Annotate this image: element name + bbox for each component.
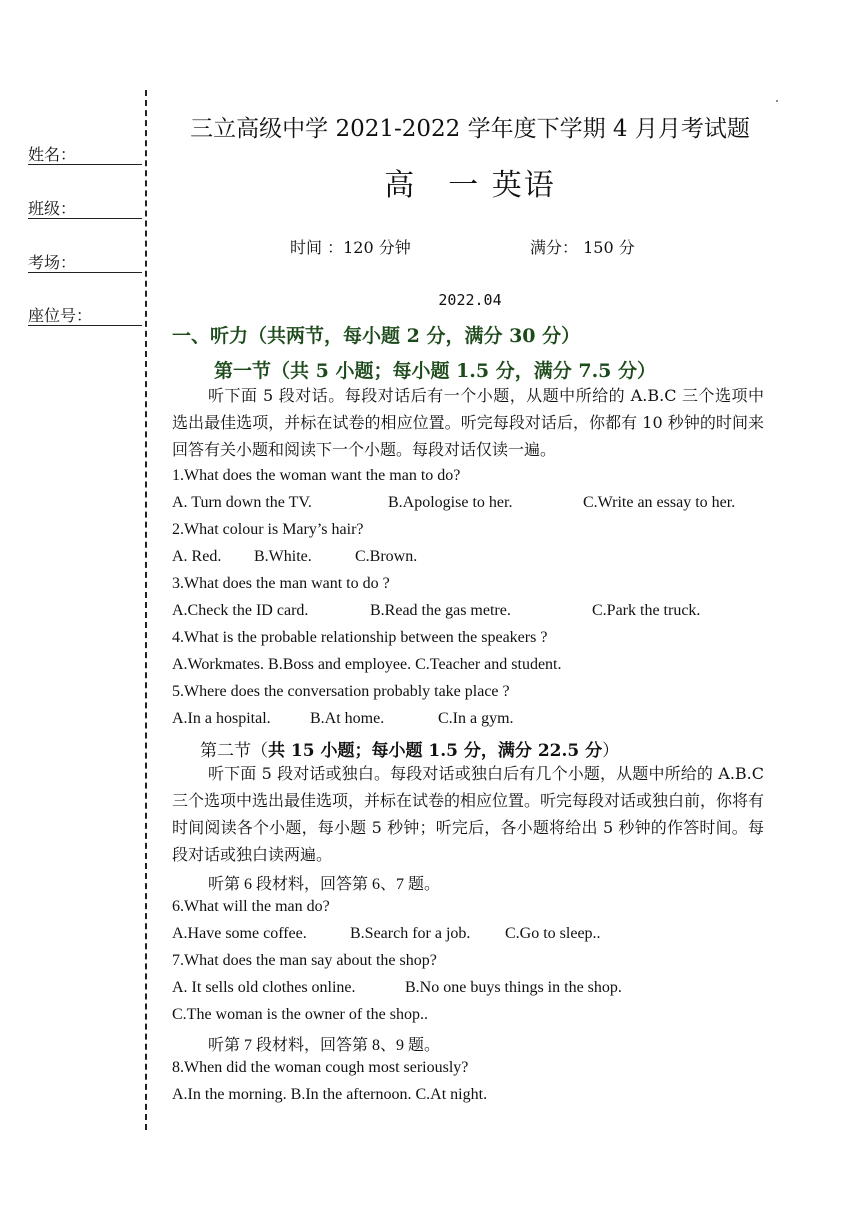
exam-time: 时间 ：120 分钟 — [290, 238, 411, 257]
q1-option-c[interactable]: C.Write an essay to her. — [583, 494, 736, 511]
material7-prompt: 听第 7 段材料，回答第 8、9 题。 — [208, 1037, 441, 1054]
part1-instructions: 听下面 5 段对话。每段对话后有一个小题，从题中所给的 A.B.C 三个选项中选出最佳选项，并标在试卷的相应位置。听完每段对话后，你都有 10 秒钟的时间来回答有关小题和阅读下一个小题。每段对话仅读一遍。 — [172, 386, 764, 459]
q3-stem: 3.What does the man want to do ? — [172, 575, 390, 592]
q5-option-a[interactable]: A.In a hospital. — [172, 710, 271, 727]
part2-heading — [200, 736, 619, 761]
scan-speck — [776, 100, 778, 102]
q4-options[interactable]: A.Workmates. B.Boss and employee. C.Teacher and student. — [172, 656, 562, 673]
seat-field[interactable] — [28, 303, 92, 326]
q1-option-b[interactable]: B.Apologise to her. — [388, 494, 513, 511]
room-underline — [28, 272, 142, 273]
q2-option-a[interactable]: A. Red. — [172, 548, 222, 565]
seat-label: 座位号： — [28, 306, 93, 325]
exam-subject: 高 一 英语 — [384, 168, 556, 203]
q6-option-b[interactable]: B.Search for a job. — [350, 925, 471, 942]
part1-heading: 第一节（共 5 小题；每小题 1.5 分，满分 7.5 分） — [214, 360, 657, 382]
q7-option-a[interactable]: A. It sells old clothes online. — [172, 979, 356, 996]
q5-option-c[interactable]: C.In a gym. — [438, 710, 514, 727]
room-field[interactable] — [28, 250, 76, 273]
part2-heading-prefix: 第二节（ — [200, 741, 268, 761]
q7-option-c[interactable]: C.The woman is the owner of the shop.. — [172, 1006, 428, 1023]
name-field[interactable] — [28, 142, 76, 165]
exam-date: 2022.04 — [438, 291, 502, 309]
q3-option-c[interactable]: C.Park the truck. — [592, 602, 701, 619]
q7-stem: 7.What does the man say about the shop? — [172, 952, 437, 969]
material6-prompt: 听第 6 段材料，回答第 6、7 题。 — [208, 876, 441, 893]
class-field[interactable] — [28, 196, 76, 219]
binding-dashed-line — [145, 90, 147, 1130]
q4-stem: 4.What is the probable relationship between the speakers ? — [172, 629, 548, 646]
q2-option-b[interactable]: B.White. — [254, 548, 312, 565]
q2-option-c[interactable]: C.Brown. — [355, 548, 418, 565]
q8-options[interactable]: A.In the morning. B.In the afternoon. C.At night. — [172, 1086, 488, 1103]
part2-instructions: 听下面 5 段对话或独白。每段对话或独白后有几个小题，从题中所给的 A.B.C 三个选项中选出最佳选项，并标在试卷的相应位置。听完每段对话或独白前，你将有时间阅读各个小题，每小题 5 秒钟；听完后，各小题将给出 5 秒钟的作答时间。每段对话或独白读两遍。 — [172, 764, 765, 864]
q1-option-a[interactable]: A. Turn down the TV. — [172, 494, 312, 511]
q5-stem: 5.Where does the conversation probably take place ? — [172, 683, 510, 700]
exam-full-score: 满分： 150 分 — [530, 238, 635, 257]
q6-option-a[interactable]: A.Have some coffee. — [172, 925, 307, 942]
exam-title: 三立高级中学 2021-2022 学年度下学期 4 月月考试题 — [190, 116, 750, 142]
q3-option-b[interactable]: B.Read the gas metre. — [370, 602, 511, 619]
room-label: 考场： — [28, 253, 77, 272]
q6-stem: 6.What will the man do? — [172, 898, 330, 915]
section1-heading: 一、听力（共两节，每小题 2 分，满分 30 分） — [172, 325, 581, 347]
q2-stem: 2.What colour is Mary’s hair? — [172, 521, 364, 538]
part2-heading-bold: 共 15 小题；每小题 1.5 分，满分 22.5 分 — [268, 741, 603, 761]
q6-option-c[interactable]: C.Go to sleep.. — [505, 925, 601, 942]
seat-underline — [28, 325, 142, 326]
q8-stem: 8.When did the woman cough most seriously? — [172, 1059, 469, 1076]
name-label: 姓名： — [28, 145, 77, 164]
q7-option-b[interactable]: B.No one buys things in the shop. — [405, 979, 622, 996]
q1-stem: 1.What does the woman want the man to do? — [172, 467, 461, 484]
q3-option-a[interactable]: A.Check the ID card. — [172, 602, 309, 619]
part2-heading-suffix: ） — [602, 741, 620, 761]
class-label: 班级： — [28, 199, 77, 218]
class-underline — [28, 218, 142, 219]
q5-option-b[interactable]: B.At home. — [310, 710, 385, 727]
name-underline — [28, 164, 142, 165]
